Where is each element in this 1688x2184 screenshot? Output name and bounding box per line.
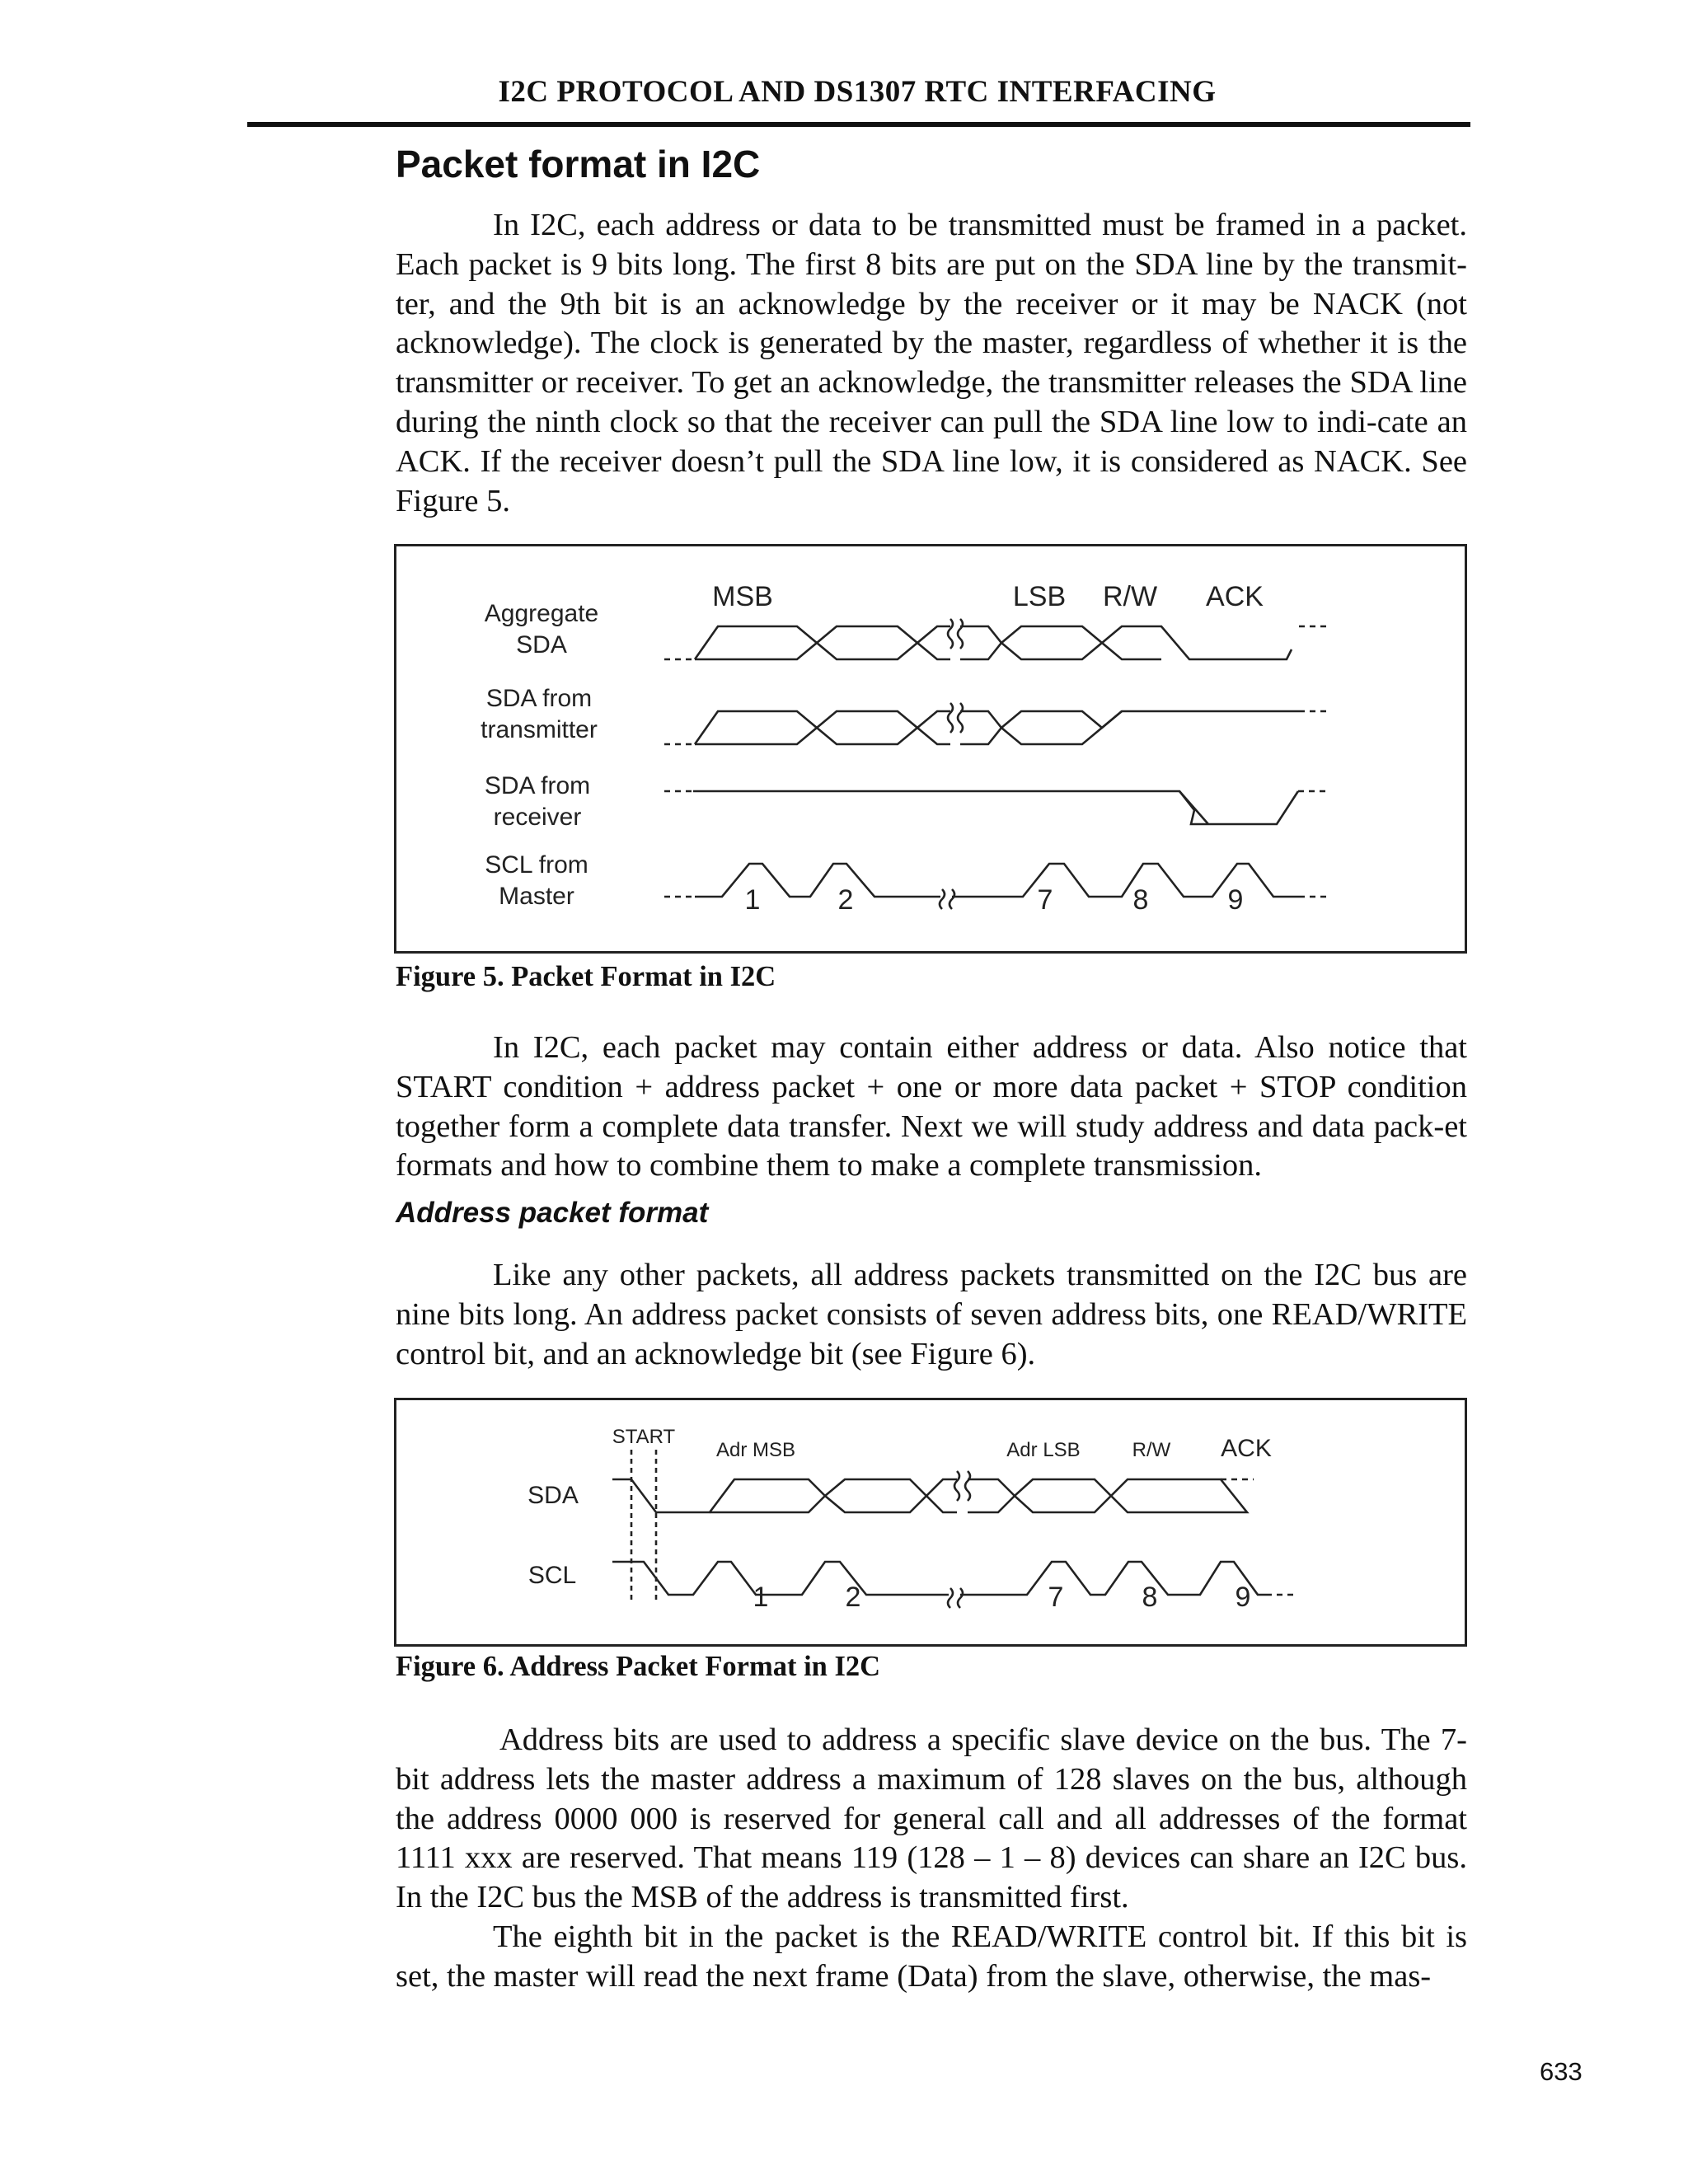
figure-6-caption: Figure 6. Address Packet Format in I2C xyxy=(396,1651,881,1682)
label-scl-from: SCL from xyxy=(485,851,588,879)
subsection-title: Address packet format xyxy=(396,1197,709,1229)
label-ack: ACK xyxy=(1206,581,1264,612)
figure-6-diagram xyxy=(396,1400,1465,1644)
clock-number: 7 xyxy=(1037,884,1053,916)
paragraph-packet-intro: In I2C, each address or data to be transmitted must be framed in a packet. Each packet is 9 bits long. The first 8 bits are put on the SDA line by the transmit-ter, and the 9th bit is an acknowledge by the receiver or it may be NACK (not acknowledge). The clock is generated by the master, regardless of whether it is the transmitter or receiver. To get an acknowledge, the transmitter releases the SDA line during the ninth clock so that the receiver can pull the SDA line low to indi-cate an ACK. If the receiver doesn’t pull the SDA line low, it is considered as NACK. See Figure 5. xyxy=(396,208,1467,518)
scl-waveform xyxy=(612,1562,1295,1608)
label-sda-from-tx: SDA from xyxy=(485,685,593,712)
paragraph-address-bits: Address bits are used to address a specific slave device on the bus. The 7-bit address lets the master address a maximum of 128 slaves on the bus, although the address 0000 000 is reserved for general call and all addresses of the format 1111 xxx are reserved. That means 119 (128 – 1 – 8) devices can share an I2C bus. In the I2C bus the MSB of the address is transmitted first. xyxy=(396,1722,1467,1915)
clock-number: 2 xyxy=(845,1582,861,1613)
clock-number: 9 xyxy=(1235,1582,1251,1613)
header-rule xyxy=(247,122,1470,127)
sda-receiver-waveform xyxy=(664,791,1328,824)
paragraph-rw-bit: The eighth bit in the packet is the READ/WRITE control bit. If this bit is set, the master will read the next frame (Data) from the slave, otherwise, the mas- xyxy=(396,1919,1467,1994)
label-adr-msb: Adr MSB xyxy=(715,1439,796,1461)
label-master: Master xyxy=(499,883,574,910)
label-transmitter: transmitter xyxy=(481,716,598,743)
sda-transmitter-waveform xyxy=(664,703,1328,744)
clock-number: 8 xyxy=(1132,884,1149,916)
label-receiver: receiver xyxy=(493,804,582,831)
figure-6-address-packet xyxy=(394,1398,1467,1647)
label-start: START xyxy=(612,1426,676,1448)
page-number: 633 xyxy=(1540,2057,1582,2086)
figure-5-caption: Figure 5. Packet Format in I2C xyxy=(396,961,776,992)
label-rw: R/W xyxy=(1132,1439,1171,1461)
clock-number: 9 xyxy=(1227,884,1244,916)
section-title: Packet format in I2C xyxy=(396,143,761,185)
figure-5-packet-format xyxy=(394,544,1467,954)
clock-number: 7 xyxy=(1048,1582,1064,1613)
clock-number: 8 xyxy=(1142,1582,1158,1613)
label-ack: ACK xyxy=(1221,1435,1272,1462)
label-aggregate: Aggregate xyxy=(484,600,599,627)
label-adr-lsb: Adr LSB xyxy=(1006,1439,1081,1461)
label-scl: SCL xyxy=(528,1562,577,1589)
label-lsb: LSB xyxy=(1012,581,1067,612)
figure-5-diagram xyxy=(396,546,1465,951)
label-rw: R/W xyxy=(1102,581,1158,612)
clock-number: 1 xyxy=(753,1582,769,1613)
clock-number: 1 xyxy=(744,884,761,916)
label-sda-from-rx: SDA from xyxy=(484,772,591,799)
running-head: I2C PROTOCOL AND DS1307 RTC INTERFACING xyxy=(498,75,1217,109)
paragraph-packet-contents: In I2C, each packet may contain either address or data. Also notice that START condition + address packet + one or more data packet + STOP condition together form a complete data transfer. Next we will study address and data pack-et formats and how to combine them to make a complete transmission. xyxy=(396,1030,1467,1183)
label-msb: MSB xyxy=(712,581,773,612)
label-aggregate-sda: SDA xyxy=(516,631,567,658)
label-sda: SDA xyxy=(528,1482,579,1509)
paragraph-address-packet: Like any other packets, all address packets transmitted on the I2C bus are nine bits long. An address packet consists of seven address bits, one READ/WRITE control bit, and an acknowledge bit (see Figure 6). xyxy=(396,1258,1467,1371)
clock-number: 2 xyxy=(837,884,854,916)
aggregate-sda-waveform xyxy=(664,619,1328,659)
sda-waveform xyxy=(612,1471,1254,1512)
